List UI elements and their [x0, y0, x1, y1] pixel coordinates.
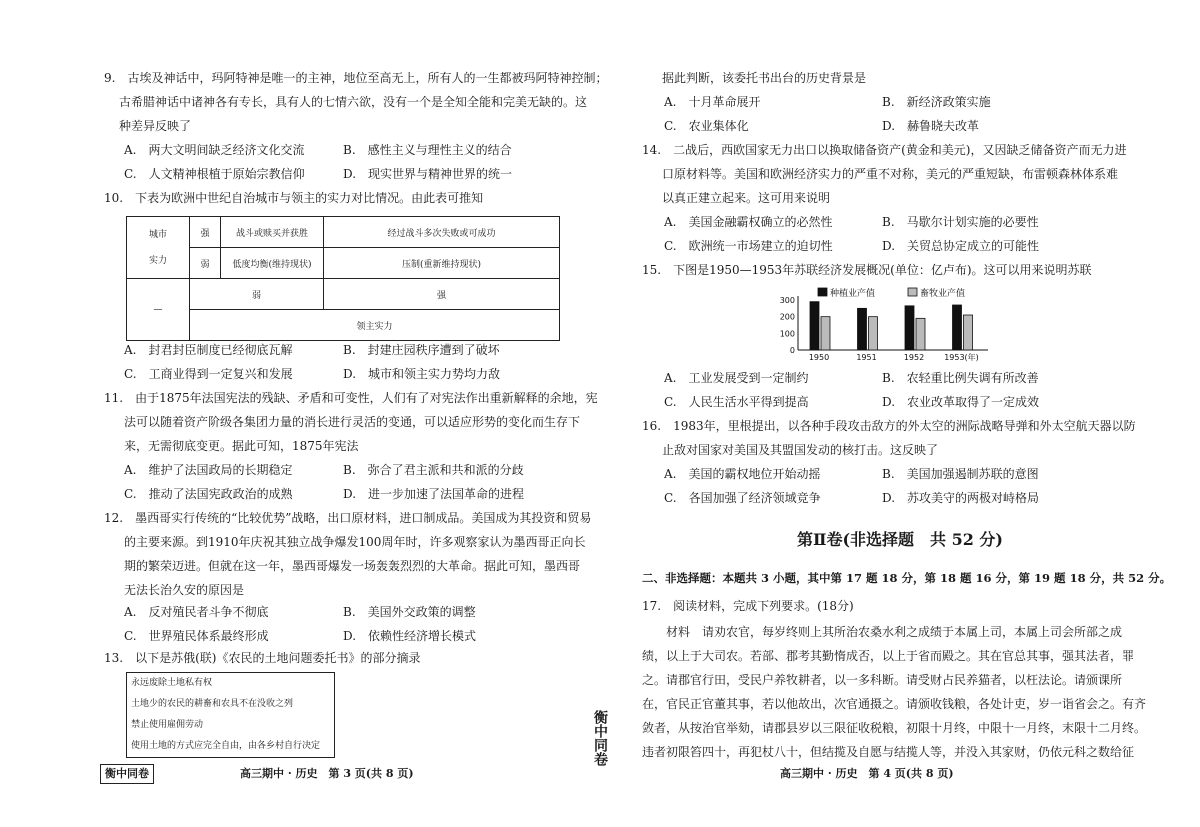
q10-option-a[interactable]: A. 封君封臣制度已经彻底瓦解	[124, 343, 293, 357]
q14-line-1: 14. 二战后，西欧国家无力出口以换取储备资产(黄金和美元)，又因缺乏储备资产而无力进	[642, 143, 1127, 157]
q16-line-1: 16. 1983年，里根提出，以各种手段攻击敌方的外太空的洲际战略导弹和外太空航天器以防	[642, 419, 1136, 433]
x-tick-label: 1950	[808, 353, 830, 362]
x-tick-label: 1953(年)	[944, 353, 979, 362]
q12-line-4: 无法长治久安的原因是	[124, 583, 245, 597]
q10-option-b[interactable]: B. 封建庄园秩序遭到了破坏	[343, 343, 500, 357]
y-tick-label: 0	[789, 346, 795, 355]
bar-1-2	[916, 318, 925, 350]
q15-option-a[interactable]: A. 工业发展受到一定制约	[664, 371, 809, 385]
y-tick-label: 300	[779, 296, 795, 305]
q9-line-2: 古希腊神话中诸神各有专长，具有人的七情六欲，没有一个是全知全能和完美无缺的。这	[119, 95, 588, 109]
q10-col-header: 领主实力	[190, 310, 560, 341]
q10-col-strong: 强	[324, 279, 560, 310]
q13-excerpt-3: 禁止使用雇佣劳动	[131, 720, 204, 730]
q10-dash: —	[127, 279, 190, 341]
q13-option-a[interactable]: A. 十月革命展开	[664, 95, 761, 109]
y-tick-label: 200	[779, 312, 795, 322]
bar-0-3	[953, 305, 962, 350]
q13-option-c[interactable]: C. 农业集体化	[664, 119, 749, 133]
right-page	[600, 0, 1200, 827]
q10-cell-strong-weak: 战斗或赎买并获胜	[221, 217, 324, 248]
q14-option-b[interactable]: B. 马歇尔计划实施的必要性	[882, 215, 1039, 229]
q10-cell-strong-strong: 经过战斗多次失败或可成功	[324, 217, 560, 248]
q10-line-1: 10. 下表为欧洲中世纪自治城市与领主的实力对比情况。由此表可推知	[104, 191, 484, 205]
q10-col-weak: 弱	[190, 279, 324, 310]
legend-label-1: 畜牧业产值	[920, 289, 966, 299]
section-title: 第Ⅱ卷(非选择题 共 52 分)	[796, 530, 1004, 549]
part2-heading: 二、非选择题：本题共 3 小题，其中第 17 题 18 分，第 18 题 16 分，第 19 题 18 分，共 52 分。	[642, 571, 1172, 585]
q10-cell-weak-strong: 压制(重新维持现状)	[324, 248, 560, 279]
q17-line-7: 违者初限笞四十，再犯杖八十，但结揽及自愿与结揽人等，并没入其家财，仍依元科之数给征	[642, 745, 1135, 759]
q11-option-c[interactable]: C. 推动了法国宪政政治的成熟	[124, 487, 293, 501]
q15-bar-chart	[770, 284, 1030, 364]
q13-line-1: 13. 以下是苏俄(联)《农民的土地问题委托书》的部分摘录	[104, 651, 421, 665]
q11-option-a[interactable]: A. 维护了法国政局的长期稳定	[124, 463, 293, 477]
q12-option-c[interactable]: C. 世界殖民体系最终形成	[124, 629, 269, 643]
legend-swatch-0	[818, 288, 827, 296]
q11-option-b[interactable]: B. 弥合了君主派和共和派的分歧	[343, 463, 524, 477]
q16-option-b[interactable]: B. 美国加强遏制苏联的意图	[882, 467, 1039, 481]
q17-line-3: 绩，以上于大司农。若部、郡考其勤惰成否，以上于省而殿之。其在官总其事，强其法者，罪	[642, 649, 1135, 663]
q9-option-a[interactable]: A. 两大文明间缺乏经济文化交流	[124, 143, 305, 157]
legend-label-0: 种植业产值	[830, 289, 876, 299]
q12-option-b[interactable]: B. 美国外交政策的调整	[343, 605, 476, 619]
q11-line-3: 来，无需彻底变更。据此可知，1875年宪法	[124, 439, 359, 453]
q14-line-2: 口原材料等。美国和欧洲经济实力的严重不对称，美元的严重短缺，布雷顿森林体系难	[662, 167, 1119, 181]
q10-row-header: 城市 实力	[127, 217, 190, 279]
q17-line-1: 17. 阅读材料，完成下列要求。(18分)	[642, 599, 854, 613]
q9-option-c[interactable]: C. 人文精神根植于原始宗教信仰	[124, 167, 305, 181]
q13-excerpt-4: 使用土地的方式应完全自由，由各乡村自行决定	[131, 741, 321, 751]
bar-1-3	[964, 315, 973, 350]
q14-option-d[interactable]: D. 关贸总协定成立的可能性	[882, 239, 1040, 253]
q13-excerpt-1: 永远废除土地私有权	[131, 678, 213, 688]
q11-line-2: 法可以随着资产阶级各集团力量的消长进行灵活的变通，可以适应形势的变化而生存下	[124, 415, 581, 429]
q9-option-d[interactable]: D. 现实世界与精神世界的统一	[343, 167, 513, 181]
q12-line-3: 期的繁荣迈进。但就在这一年，墨西哥爆发一场轰轰烈烈的大革命。据此可知，墨西哥	[124, 559, 581, 573]
q9-line-3: 种差异反映了	[119, 119, 192, 133]
q10-option-d[interactable]: D. 城市和领主实力势均力敌	[343, 367, 501, 381]
q15-option-c[interactable]: C. 人民生活水平得到提高	[664, 395, 809, 409]
q15-option-d[interactable]: D. 农业改革取得了一定成效	[882, 395, 1040, 409]
bar-1-1	[869, 317, 878, 350]
q9-option-b[interactable]: B. 感性主义与理性主义的结合	[343, 143, 512, 157]
seal-stamp: 衡中同卷	[592, 710, 608, 766]
q16-line-2: 止敌对国家对美国及其盟国发动的核打击。这反映了	[662, 443, 939, 457]
q15-option-b[interactable]: B. 农轻重比例失调有所改善	[882, 371, 1039, 385]
x-tick-label: 1952	[903, 353, 925, 362]
q17-line-6: 敛者，从按治官举劾，请郡县岁以三限征收税粮，初限十月终，中限十一月终，末限十二月终。	[642, 721, 1147, 735]
bar-0-2	[905, 306, 914, 350]
x-tick-label: 1951	[856, 353, 877, 362]
q14-option-a[interactable]: A. 美国金融霸权确立的必然性	[664, 215, 833, 229]
y-tick-label: 100	[779, 329, 795, 339]
q13-excerpt-2: 土地少的农民的耕畜和农具不在没收之列	[131, 699, 294, 709]
bar-0-0	[810, 302, 819, 350]
q13-excerpt-box	[126, 672, 335, 758]
q10-row-strong: 强	[190, 217, 221, 248]
q12-line-1: 12. 墨西哥实行传统的“比较优势”战略，出口原材料，进口制成品。美国成为其投资和贸易	[104, 511, 592, 525]
q10-cell-weak-weak: 低度均衡(维持现状)	[221, 248, 324, 279]
q10-option-c[interactable]: C. 工商业得到一定复兴和发展	[124, 367, 293, 381]
q17-line-4: 之。请郡官行田，受民户养牧耕者，以一多科断。请受财占民养猫者，以枉法论。请颁课所	[642, 673, 1123, 687]
q13-cont-line: 据此判断，该委托书出台的历史背景是	[662, 71, 867, 85]
q11-option-d[interactable]: D. 进一步加速了法国革命的进程	[343, 487, 525, 501]
q12-line-2: 的主要来源。到1910年庆祝其独立战争爆发100周年时，许多观察家认为墨西哥正向长	[124, 535, 586, 549]
brand-logo: 衡中同卷	[100, 764, 154, 784]
page-footer-right: 高三期中 · 历史 第 4 页(共 8 页)	[780, 767, 954, 780]
q16-option-c[interactable]: C. 各国加强了经济领域竞争	[664, 491, 821, 505]
q15-line-1: 15. 下图是1950—1953年苏联经济发展概况(单位：亿卢布)。这可以用来说明苏联	[642, 263, 1092, 277]
legend-swatch-1	[908, 288, 917, 296]
q14-option-c[interactable]: C. 欧洲统一市场建立的迫切性	[664, 239, 833, 253]
q17-line-2: 材料 请劝农官，每岁终则上其所治农桑水利之成绩于本属上司，本属上司会所部之成	[642, 625, 1123, 639]
q12-option-a[interactable]: A. 反对殖民者斗争不彻底	[124, 605, 269, 619]
q9-line-1: 9. 古埃及神话中，玛阿特神是唯一的主神，地位至高无上，所有人的一生都被玛阿特神控制；	[104, 71, 608, 85]
q12-option-d[interactable]: D. 依赖性经济增长模式	[343, 629, 477, 643]
q10-row-weak: 弱	[190, 248, 221, 279]
q17-line-5: 在，官民正官董其事，若以他故出，次官通摄之。请颁收钱粮，各处计吏，岁一诣省会之。有齐	[642, 697, 1147, 711]
q13-option-d[interactable]: D. 赫鲁晓夫改革	[882, 119, 980, 133]
q13-option-b[interactable]: B. 新经济政策实施	[882, 95, 991, 109]
bar-0-1	[858, 308, 867, 350]
q10-table	[126, 216, 560, 341]
q14-line-3: 以真正建立起来。这可用来说明	[662, 191, 831, 205]
q11-line-1: 11. 由于1875年法国宪法的残缺、矛盾和可变性，人们有了对宪法作出重新解释的余地，宪	[104, 391, 598, 405]
bar-1-0	[821, 317, 830, 350]
page-footer-left: 高三期中 · 历史 第 3 页(共 8 页)	[240, 767, 414, 780]
q16-option-a[interactable]: A. 美国的霸权地位开始动摇	[664, 467, 821, 481]
q16-option-d[interactable]: D. 苏攻美守的两极对峙格局	[882, 491, 1040, 505]
